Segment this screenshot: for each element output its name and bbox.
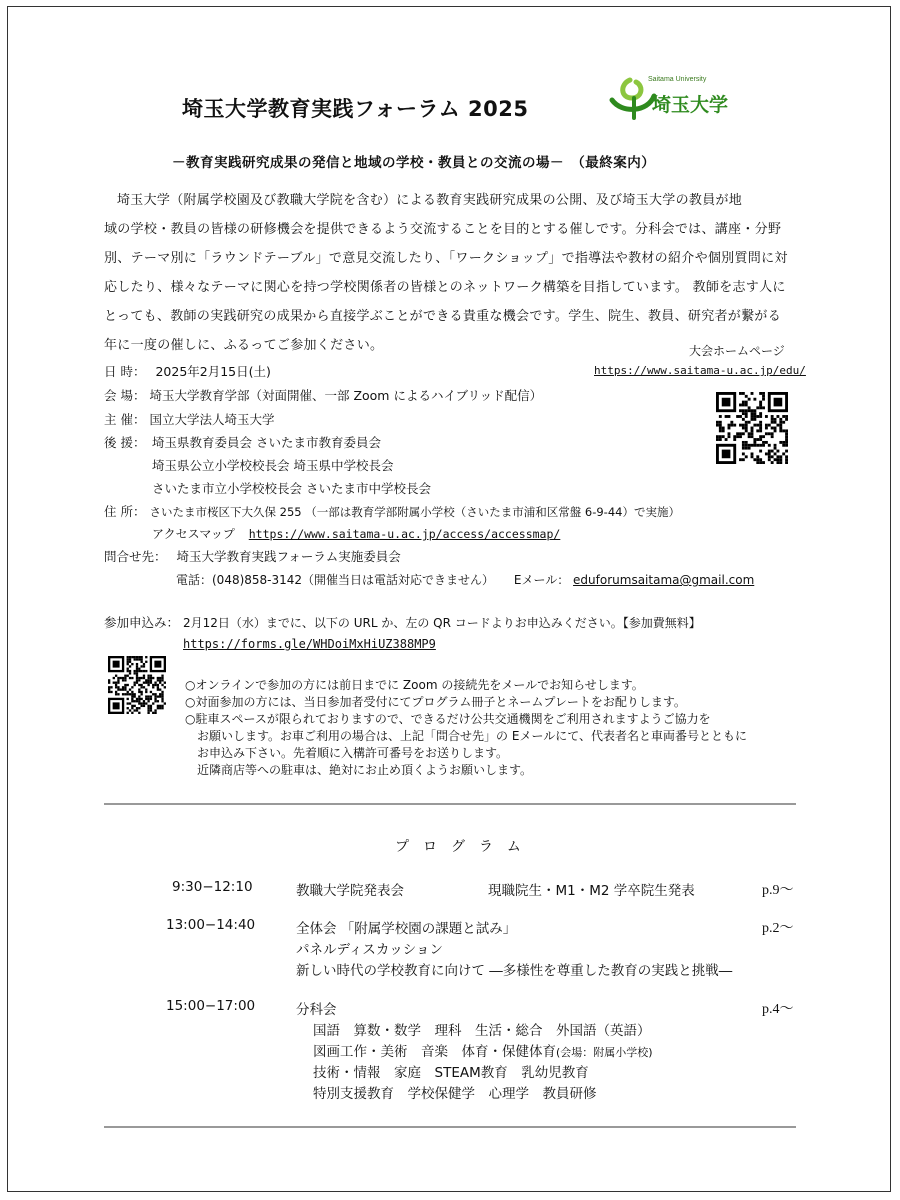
registration-note: お願いします。お車ご利用の場合は、上記「問合せ先」の Eメールにて、代表者名と車両番号とともに — [185, 729, 747, 743]
registration-notes — [185, 677, 747, 779]
subject-line — [313, 1040, 653, 1060]
host-row — [104, 410, 274, 428]
host-label: 主 催： — [104, 412, 146, 427]
session-page: p.9～ — [762, 883, 794, 898]
session-title: 分科会 — [296, 1002, 337, 1018]
session-extra: 現職院生・M1・M2 学卒院生発表 — [488, 883, 695, 899]
contact-row — [104, 547, 401, 565]
support-line: さいたま市立小学校校長会 さいたま市中学校長会 — [152, 481, 431, 496]
registration-text: 2月12日（水）までに、以下の URL か、左の QR コードよりお申込みください。【参加費無料】 — [183, 616, 701, 630]
registration-note: 近隣商店等への駐車は、絶対にお止め頂くようお願いします。 — [185, 763, 533, 777]
session-page: p.4～ — [762, 1002, 794, 1017]
date-value: 2025年2月15日(土) — [155, 364, 271, 379]
support-line: 埼玉県公立小学校校長会 埼玉県中学校長会 — [152, 458, 394, 473]
subject-note: (会場：附属小学校) — [556, 1046, 653, 1059]
date-row — [104, 362, 271, 380]
session-title: 全体会 「附属学校園の課題と試み」 — [296, 921, 517, 937]
intro-line: 応したり、様々なテーマに関心を持つ学校関係者の皆様とのネットワーク構築を目指しています。 教師を志す人に — [104, 280, 786, 295]
access-label: アクセスマップ — [152, 527, 235, 541]
host-value: 国立大学法人埼玉大学 — [149, 412, 275, 427]
address-value: さいたま市桜区下大久保 255 （一部は教育学部附属小学校（さいたま市浦和区常盤 6-9-44）で実施） — [149, 505, 680, 519]
registration-row — [104, 613, 701, 631]
email-label: Eメール： — [513, 573, 570, 587]
subject-line: 特別支援教育 学校保健学 心理学 教員研修 — [313, 1086, 597, 1102]
university-logo — [608, 74, 758, 124]
contact-value: 埼玉大学教育実践フォーラム実施委員会 — [176, 549, 401, 564]
homepage-qr-code[interactable] — [716, 392, 788, 464]
session-page: p.2～ — [762, 921, 794, 936]
program-title: プログラム — [395, 839, 535, 855]
homepage-label: 大会ホームページ — [689, 344, 785, 358]
email-link[interactable]: eduforumsaitama@gmail.com — [573, 573, 755, 587]
session-time: 9:30−12:10 — [172, 879, 253, 895]
registration-note: お申込み下さい。先着順に入構許可番号をお送りします。 — [185, 746, 509, 760]
page-title: 埼玉大学教育実践フォーラム 2025 — [182, 97, 529, 121]
date-label: 日 時： — [104, 364, 146, 379]
venue-row — [104, 386, 542, 404]
registration-note: ○対面参加の方には、当日参加者受付にてプログラム冊子とネームプレートをお配りします。 — [185, 695, 686, 709]
homepage-link[interactable]: https://www.saitama-u.ac.jp/edu/ — [594, 364, 806, 377]
registration-label: 参加申込み： — [104, 615, 180, 630]
support-label: 後 援： — [104, 435, 146, 450]
page-frame — [7, 6, 891, 1192]
logo-subtitle: Saitama University — [648, 76, 707, 83]
registration-note: ○オンラインで参加の方には前日までに Zoom の接続先をメールでお知らせします。 — [185, 678, 644, 692]
subject-line: 国語 算数・数学 理科 生活・総合 外国語（英語） — [313, 1023, 651, 1039]
contact-detail-row — [176, 571, 754, 588]
phone-value: 電話：(048)858-3142（開催当日は電話対応できません） — [176, 573, 495, 587]
intro-paragraph — [104, 186, 794, 360]
contact-label: 問合せ先： — [104, 549, 167, 564]
subject-text: 図画工作・美術 音楽 体育・保健体育 — [313, 1044, 556, 1060]
session-time: 15:00−17:00 — [166, 998, 256, 1014]
session-line: パネルディスカッション — [296, 942, 444, 958]
registration-qr-code[interactable] — [108, 656, 166, 714]
registration-note: ○駐車スペースが限られておりますので、できるだけ公共交通機関をご利用されますようご協力を — [185, 712, 711, 726]
intro-line: 別、テーマ別に「ラウンドテーブル」で意見交流したり、「ワークショップ」で指導法や教材の紹介や個別質問に対 — [104, 251, 788, 266]
logo-name: 埼玉大学 — [652, 94, 729, 116]
venue-value: 埼玉大学教育学部（対面開催、一部 Zoom によるハイブリッド配信） — [149, 388, 543, 403]
divider — [104, 1126, 796, 1128]
subject-line: 技術・情報 家庭 STEAM教育 乳幼児教育 — [313, 1065, 589, 1081]
page-subtitle: －教育実践研究成果の発信と地域の学校・教員との交流の場－ （最終案内） — [172, 155, 656, 171]
divider — [104, 803, 796, 805]
intro-line: 埼玉大学（附属学校園及び教職大学院を含む）による教育実践研究成果の公開、及び埼玉大学の教員が地 — [117, 193, 743, 208]
support-line: 埼玉県教育委員会 さいたま市教育委員会 — [152, 435, 381, 450]
venue-label: 会 場： — [104, 388, 146, 403]
access-row — [152, 525, 560, 542]
session-title: 教職大学院発表会 — [296, 883, 404, 899]
session-line: 新しい時代の学校教育に向けて ―多様性を尊重した教育の実践と挑戦― — [296, 963, 733, 979]
session-time: 13:00−14:40 — [166, 917, 256, 933]
intro-line: 年に一度の催しに、ふるってご参加ください。 — [104, 338, 384, 353]
intro-line: 域の学校・教員の皆様の研修機会を提供できるよう交流することを目的とする催しです。分科会では、講座・分野 — [104, 222, 782, 237]
address-row — [104, 502, 680, 520]
access-link[interactable]: https://www.saitama-u.ac.jp/access/accessmap/ — [248, 527, 561, 541]
address-label: 住 所： — [104, 504, 146, 519]
registration-link[interactable]: https://forms.gle/WHDoiMxHiUZ388MP9 — [183, 637, 436, 651]
intro-line: とっても、教師の実践研究の成果から直接学ぶことができる貴重な機会です。学生、院生、教員、研究者が繋がる — [104, 309, 782, 324]
